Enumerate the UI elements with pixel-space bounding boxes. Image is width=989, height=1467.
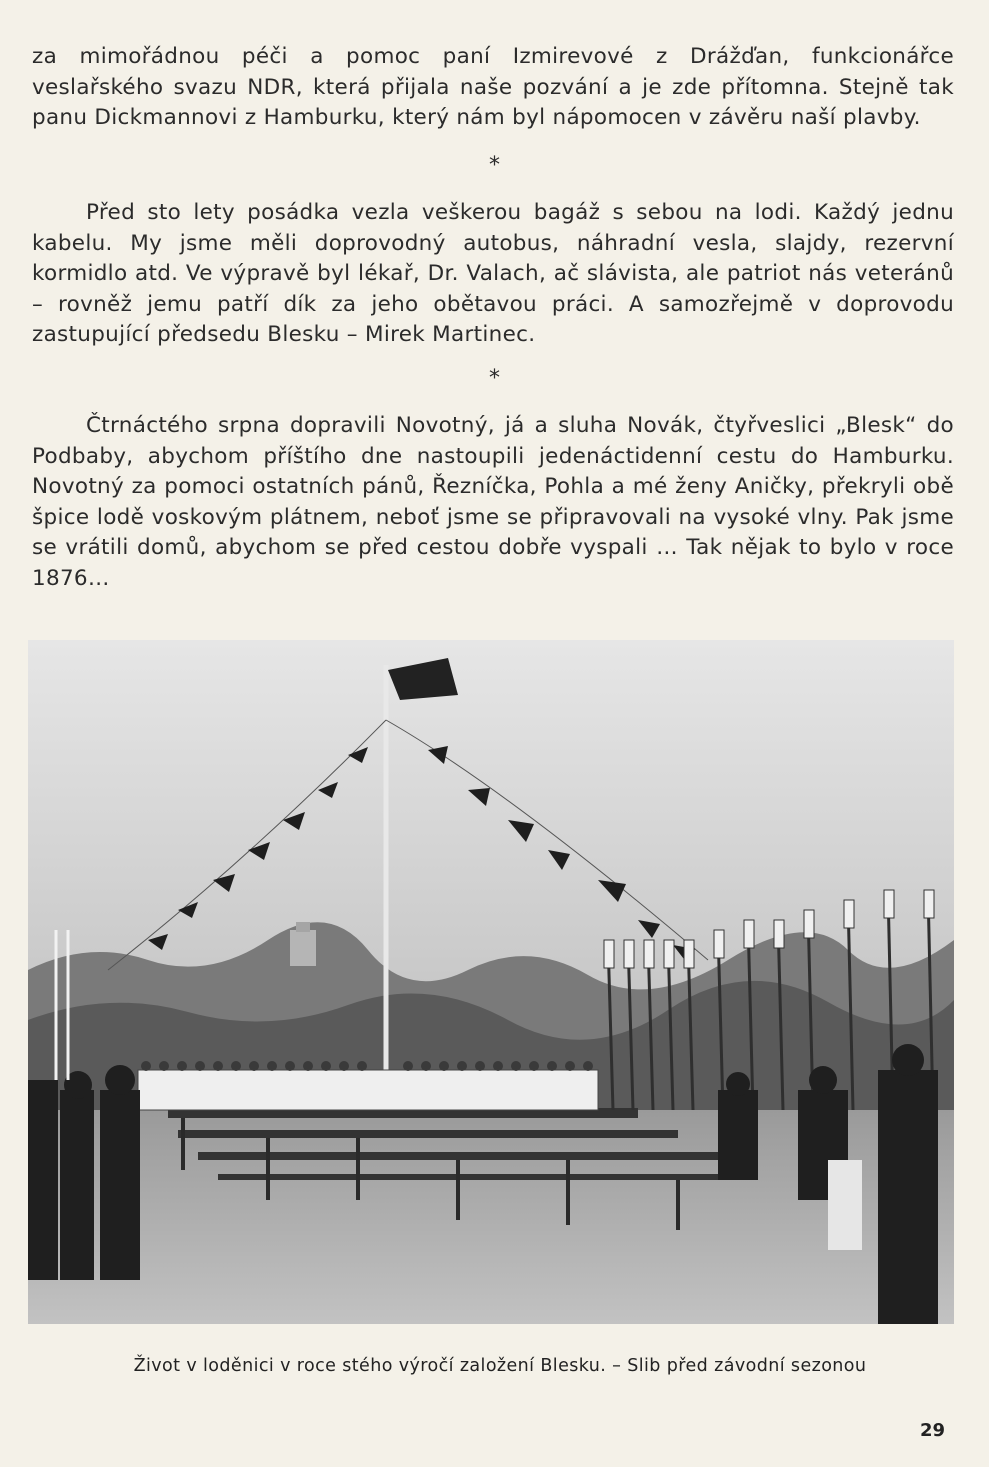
paragraph-2 bbox=[32, 198, 954, 351]
paragraph-2-text: Před sto lety posádka vezla veškerou bagáž s sebou na lodi. Každý jednu kabelu. My jsme měli doprovodný autobus, náhradní vesla, slajdy, rezervní kormidlo atd. Ve výpravě byl lékař, Dr. Valach, ač slávista, ale patriot nás veteránů – rovněž jemu patří dík za jeho obětavou práci. A samozřejmě v doprovodu zastupující předsedu Blesku – Mirek Martinec. bbox=[32, 200, 954, 347]
paragraph-1 bbox=[32, 42, 954, 134]
section-separator-2: * bbox=[489, 366, 500, 391]
paragraph-3 bbox=[32, 411, 954, 594]
boathouse-photo bbox=[28, 640, 954, 1324]
page-number: 29 bbox=[919, 1420, 945, 1441]
section-separator-1: * bbox=[489, 153, 500, 178]
paragraph-3-text: Čtrnáctého srpna dopravili Novotný, já a sluha Novák, čtyřveslici „Blesk“ do Podbaby, abychom příštího dne nastoupili jedenáctidenní cestu do Hamburku. Novotný za pomoci ostatních pánů, Řezníčka, Pohla a mé ženy Aničky, překryli obě špice lodě voskovým plátnem, neboť jsme se připravovali na vysoké vlny. Pak jsme se vrátili domů, abychom se před cestou dobře vyspali … Tak nějak to bylo v roce 1876… bbox=[32, 413, 954, 591]
paragraph-1-text: za mimořádnou péči a pomoc paní Izmirevové z Drážďan, funkcionářce veslařského svazu NDR, která přijala naše pozvání a je zde přítomna. Stejně tak panu Dickmannovi z Hamburku, který nám byl nápomocen v závěru naší plavby. bbox=[32, 44, 954, 130]
boathouse-photo-illustration bbox=[28, 640, 954, 1324]
photo-caption: Život v loděnici v roce stého výročí založení Blesku. – Slib před závodní sezonou bbox=[133, 1356, 867, 1376]
